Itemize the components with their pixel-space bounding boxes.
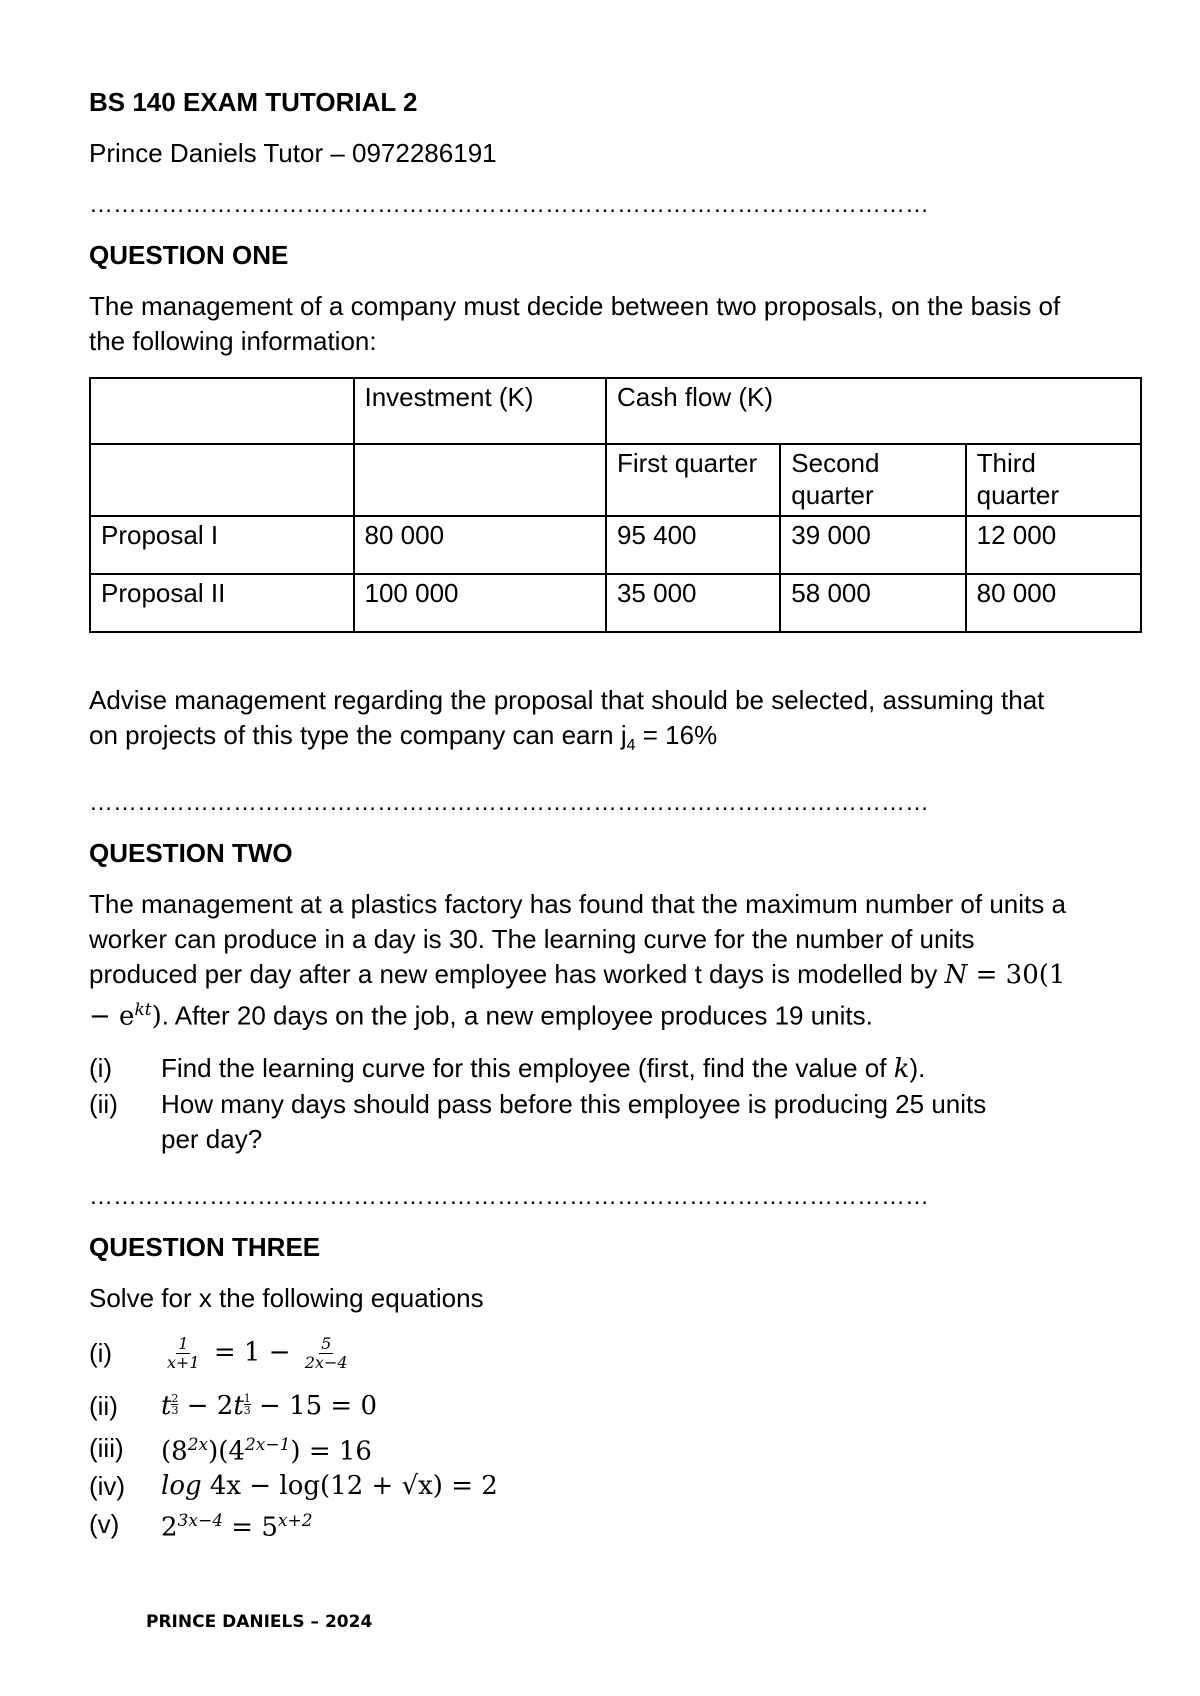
question-three-intro: Solve for x the following equations (89, 1282, 484, 1313)
question-two-heading: QUESTION TWO (89, 838, 293, 869)
third-quarter-header: Third quarter (966, 444, 1141, 516)
question-one-advice (89, 683, 1049, 763)
cashflow-header: Cash flow (K) (606, 378, 1141, 444)
advice-subscript: 4 (626, 737, 636, 755)
page-footer: PRINCE DANIELS – 2024 (146, 1612, 373, 1632)
exp-denominator: 3 (243, 1404, 251, 1418)
advice-text: Advise management regarding the proposal that should be selected, assuming that on projects of this type the company can earn j (89, 685, 1045, 750)
equation-exponent: x+2 (277, 1511, 313, 1532)
exp-numerator: 1 (243, 1392, 251, 1406)
equation-five (161, 1504, 313, 1546)
question-two-text (89, 887, 1079, 1035)
first-quarter-value: 35 000 (606, 574, 780, 632)
investment-value: 80 000 (354, 516, 606, 574)
list-item (89, 1051, 1139, 1087)
table-subheader-row (90, 444, 1141, 516)
table-header-row (90, 378, 1141, 444)
exp-denominator: 3 (171, 1404, 179, 1418)
equation-number: (iv) (89, 1471, 126, 1502)
third-quarter-value: 12 000 (966, 516, 1141, 574)
equation-part: )(4 (208, 1436, 245, 1467)
equation-two (161, 1389, 377, 1424)
equation-part: ) = 16 (290, 1436, 372, 1467)
item-end: ). (909, 1052, 926, 1083)
equation-number: (v) (89, 1509, 120, 1540)
equation-row (89, 1324, 1139, 1384)
investment-value: 100 000 (354, 574, 606, 632)
tutor-contact: Prince Daniels Tutor – 0972286191 (89, 138, 497, 168)
second-quarter-header: Second quarter (780, 444, 965, 516)
table-cell-empty (90, 378, 354, 444)
question-two-text-a: The management at a plastics factory has found that the maximum number of units a worker can produce in a day is 30. The learning curve for the number of units produced per day after a new employee has worked t days is modelled by (89, 889, 1066, 990)
third-quarter-value: 80 000 (966, 574, 1141, 632)
separator-line: …………………………………………………………………………………………… (89, 1182, 929, 1210)
equation-exponent: 2x (187, 1435, 209, 1456)
first-quarter-header: First quarter (606, 444, 780, 516)
table-cell-empty (90, 444, 354, 516)
item-text: How many days should pass before this employee is producing 25 units per day? (161, 1088, 987, 1154)
equation-number: (ii) (89, 1391, 118, 1422)
proposal-label: Proposal II (90, 574, 354, 632)
equation-number: (iii) (89, 1433, 124, 1464)
equation-middle: − 2 (178, 1391, 234, 1422)
document-page (89, 85, 1139, 1544)
equation-end: − 15 = 0 (250, 1391, 378, 1422)
equation-part: 2 (161, 1512, 178, 1543)
equation-exponent: 3x−4 (177, 1511, 224, 1532)
exp-numerator: 2 (171, 1392, 179, 1406)
investment-header: Investment (K) (354, 378, 606, 444)
formula-exponent: kt (134, 1000, 152, 1021)
second-quarter-value: 58 000 (780, 574, 965, 632)
separator-line: …………………………………………………………………………………………… (89, 789, 929, 817)
equation-three (161, 1428, 372, 1470)
equation-middle: = 1 − (205, 1337, 299, 1368)
fraction-numerator: 5 (321, 1334, 332, 1354)
proposal-label: Proposal I (90, 516, 354, 574)
formula-n: N (944, 960, 968, 991)
item-number: (i) (89, 1052, 113, 1083)
first-quarter-value: 95 400 (606, 516, 780, 574)
separator-line: …………………………………………………………………………………………… (89, 191, 929, 218)
item-text-wrap (161, 1051, 1139, 1087)
formula-rhs: = 30(1 − e (89, 960, 1066, 1032)
question-two-items (89, 1051, 1139, 1157)
formula-close: ) (151, 1001, 162, 1032)
fraction-denominator: 2x−4 (304, 1353, 348, 1373)
list-item (89, 1087, 1139, 1157)
equation-row (89, 1384, 1139, 1430)
equation-part: = 5 (223, 1512, 278, 1543)
table-row (90, 574, 1141, 632)
equation-row (89, 1430, 1139, 1468)
equation-four (161, 1469, 498, 1504)
question-two-text-b: . After 20 days on the job, a new employee produces 19 units. (161, 1000, 873, 1031)
fraction-denominator: x+1 (167, 1353, 200, 1373)
question-one-heading: QUESTION ONE (89, 240, 289, 270)
item-variable: k (893, 1053, 910, 1084)
item-number: (ii) (89, 1088, 118, 1119)
equation-row (89, 1506, 1139, 1544)
cashflow-table (89, 377, 1142, 633)
equation-number: (i) (89, 1338, 113, 1369)
fraction-numerator: 1 (178, 1334, 189, 1354)
table-row (90, 516, 1141, 574)
equation-part: (8 (161, 1436, 188, 1467)
equation-one (161, 1335, 354, 1372)
document-title: BS 140 EXAM TUTORIAL 2 (89, 87, 418, 117)
question-three-heading: QUESTION THREE (89, 1231, 321, 1262)
equation-var: t (233, 1391, 244, 1422)
equation-part: log (161, 1471, 202, 1502)
second-quarter-value: 39 000 (780, 516, 965, 574)
fraction (303, 1335, 350, 1372)
question-one-intro: The management of a company must decide between two proposals, on the basis of the following information: (89, 291, 1061, 356)
fraction (165, 1335, 202, 1372)
item-text: Find the learning curve for this employee (first, find the value of (161, 1052, 894, 1083)
equation-exponent: 2x−1 (244, 1435, 291, 1456)
advice-rate: = 16% (635, 720, 718, 750)
equation-var: t (161, 1391, 172, 1422)
table-cell-empty (354, 444, 606, 516)
equation-part: 4x − log(12 + √x) = 2 (201, 1471, 498, 1502)
equation-row (89, 1468, 1139, 1506)
